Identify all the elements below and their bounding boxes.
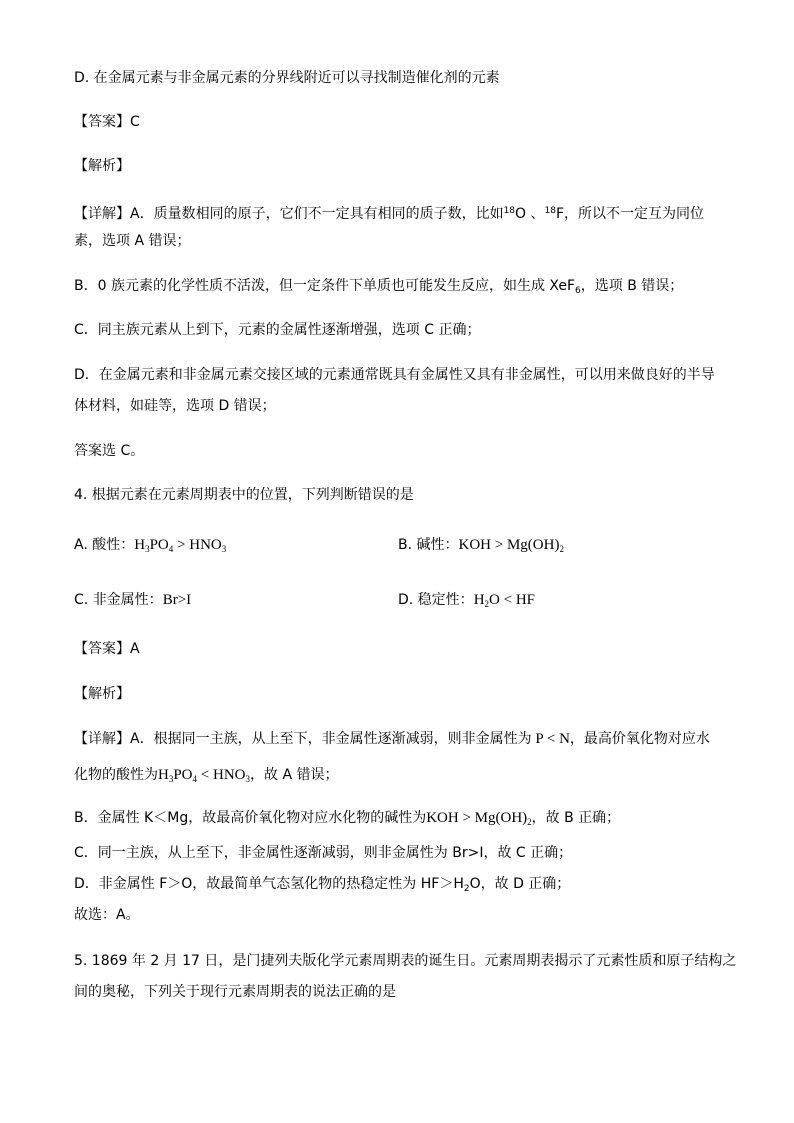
answer-label: 【答案】: [74, 114, 130, 130]
q3-detail-d-line2: 体材料，如硅等，选项 D 错误；: [74, 398, 276, 414]
q5-stem-line2: 间的奥秘，下列关于现行元素周期表的说法正确的是: [74, 984, 396, 1000]
q4-detail-a-line2: 化物的酸性为$H_3PO_4 < HNO_3$，故 A 错误；: [74, 767, 339, 784]
q3-detail-a-line1: 【详解】A．质量数相同的原子，它们不一定具有相同的质子数，比如$^{18}$O 、$^{18}$F，所以不一定互为同位: [74, 206, 705, 222]
detail-label: 【详解】: [74, 206, 130, 222]
q5-stem-line1: 5. 1869 年 2 月 17 日，是门捷列夫版化学元素周期表的诞生日。元素周期表揭示了元素性质和原子结构之: [74, 953, 737, 969]
q4-option-c: C. 非金属性：Br>I: [74, 592, 192, 608]
q4-option-a: A. 酸性：$H_3PO_4 > HNO_3$: [74, 537, 227, 554]
q3-answer: [74, 112, 140, 132]
answer-value: C: [130, 114, 140, 130]
q4-detail-d: D．非金属性 F＞O，故最简单气态氢化物的热稳定性为 $HF>H_2O$，故 D 正确；: [74, 876, 571, 894]
q4-detail-b: B．金属性 K＜Mg，故最高价氧化物对应水化物的碱性为KOH > $Mg(OH)_2$，故 B 正确；: [74, 810, 621, 827]
q4-analysis-label: 【解析】: [74, 686, 130, 702]
answer-value: A: [130, 641, 140, 657]
q4-option-d: D. 稳定性：$H_2O$ < HF: [398, 592, 535, 609]
detail-label: 【详解】: [74, 731, 130, 747]
q4-detail-c: C．同一主族，从上至下，非金属性逐渐减弱，则非金属性为 Br>I，故 C 正确；: [74, 845, 573, 861]
q4-answer: [74, 639, 140, 659]
q4-stem: 4. 根据元素在元素周期表中的位置，下列判断错误的是: [74, 487, 414, 503]
q3-conclusion: 答案选 C。: [74, 443, 145, 459]
q3-detail-c: C．同主族元素从上到下，元素的金属性逐渐增强，选项 C 正确；: [74, 322, 481, 338]
q4-detail-a-line1: 【详解】A．根据同一主族，从上至下，非金属性逐渐减弱，则非金属性为 P < N，最高价氧化物对应水: [74, 731, 710, 747]
q3-analysis-label: 【解析】: [74, 158, 130, 174]
answer-label: 【答案】: [74, 641, 130, 657]
q4-conclusion: 故选：A。: [74, 907, 140, 923]
q3-detail-b: B．0 族元素的化学性质不活泼，但一定条件下单质也可能发生反应，如生成 XeF$_6$，选项 B 错误；: [74, 278, 684, 296]
q4-option-b: B. 碱性：KOH > $Mg(OH)_2$: [398, 537, 564, 554]
q3-detail-d-line1: D．在金属元素和非金属元素交接区域的元素通常既具有金属性又具有非金属性，可以用来做良好的半导: [74, 367, 715, 383]
q3-detail-a-line2: 素，选项 A 错误；: [74, 233, 191, 249]
q3-option-d: D. 在金属元素与非金属元素的分界线附近可以寻找制造催化剂的元素: [74, 70, 500, 86]
